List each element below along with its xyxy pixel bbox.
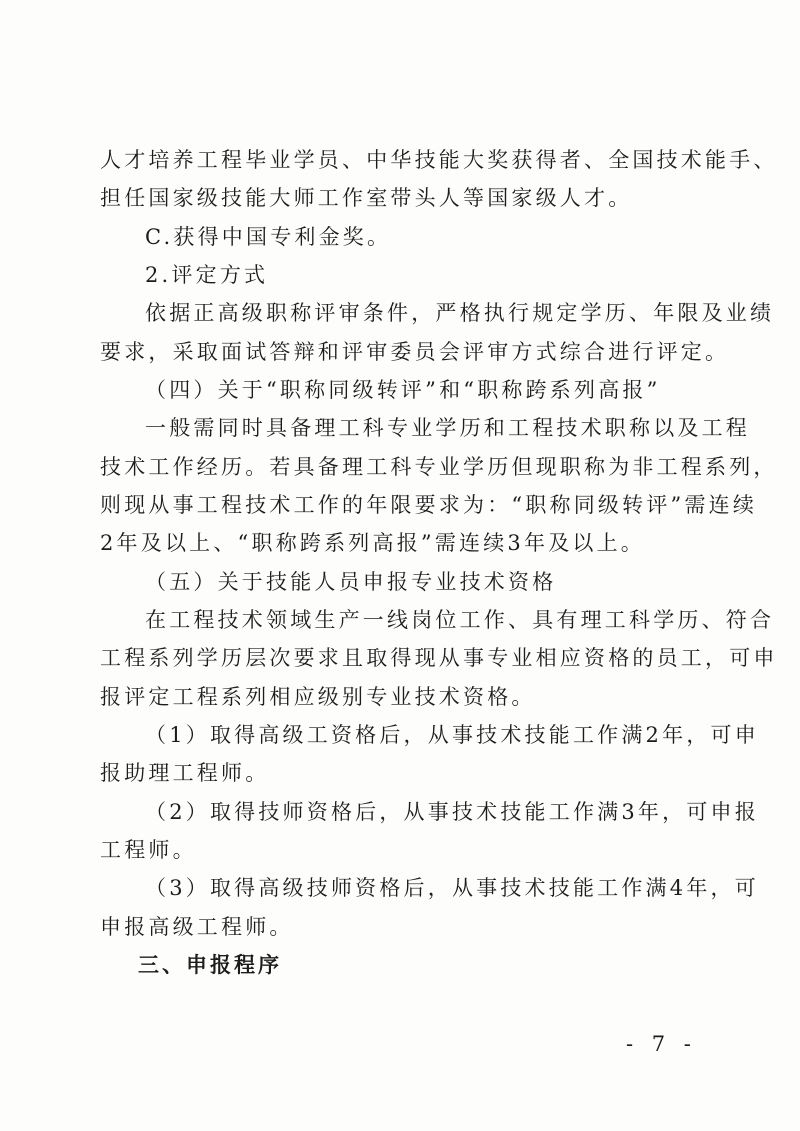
list-item-text: （3）取得高级技师资格后，从事技术技能工作满4年，可 <box>145 876 759 900</box>
list-item-text: 申报高级工程师。 <box>100 915 294 939</box>
body-text-line: 要求，采取面试答辩和评审委员会评审方式综合进行评定。 <box>100 340 730 364</box>
body-text-line: 则现从事工程技术工作的年限要求为：“职称同级转评”需连续 <box>100 493 758 517</box>
list-item-text: 报助理工程师。 <box>100 761 270 785</box>
body-text-line: 工程系列学历层次要求且取得现从事专业相应资格的员工，可申 <box>100 646 778 670</box>
section-subheading: （四）关于“职称同级转评”和“职称跨系列高报” <box>145 378 661 402</box>
body-text-line: 依据正高级职称评审条件，严格执行规定学历、年限及业绩 <box>145 301 775 325</box>
body-text-line: 2年及以上、“职称跨系列高报”需连续3年及以上。 <box>100 531 645 555</box>
body-text-line: 人才培养工程毕业学员、中华技能大奖获得者、全国技术能手、 <box>100 148 778 172</box>
body-text-line: 在工程技术领域生产一线岗位工作、具有理工科学历、符合 <box>145 608 775 632</box>
list-item-text: （2）取得技师资格后，从事技术技能工作满3年，可申报 <box>145 800 759 824</box>
list-item-text: C.获得中国专利金奖。 <box>145 225 392 249</box>
body-text-line: 担任国家级技能大师工作室带头人等国家级人才。 <box>100 186 633 210</box>
list-item-text: （1）取得高级工资格后，从事技术技能工作满2年，可申 <box>145 723 759 747</box>
body-text-line: 技术工作经历。若具备理工科专业学历但现职称为非工程系列， <box>100 455 778 479</box>
page-number: - 7 - <box>626 1032 697 1056</box>
body-text-line: 一般需同时具备理工科专业学历和工程技术职称以及工程 <box>145 416 750 440</box>
body-text-line: 报评定工程系列相应级别专业技术资格。 <box>100 685 536 709</box>
section-heading: 三、申报程序 <box>138 953 282 977</box>
section-subheading: 2.评定方式 <box>145 263 269 287</box>
list-item-text: 工程师。 <box>100 838 197 862</box>
section-subheading: （五）关于技能人员申报专业技术资格 <box>145 570 557 594</box>
